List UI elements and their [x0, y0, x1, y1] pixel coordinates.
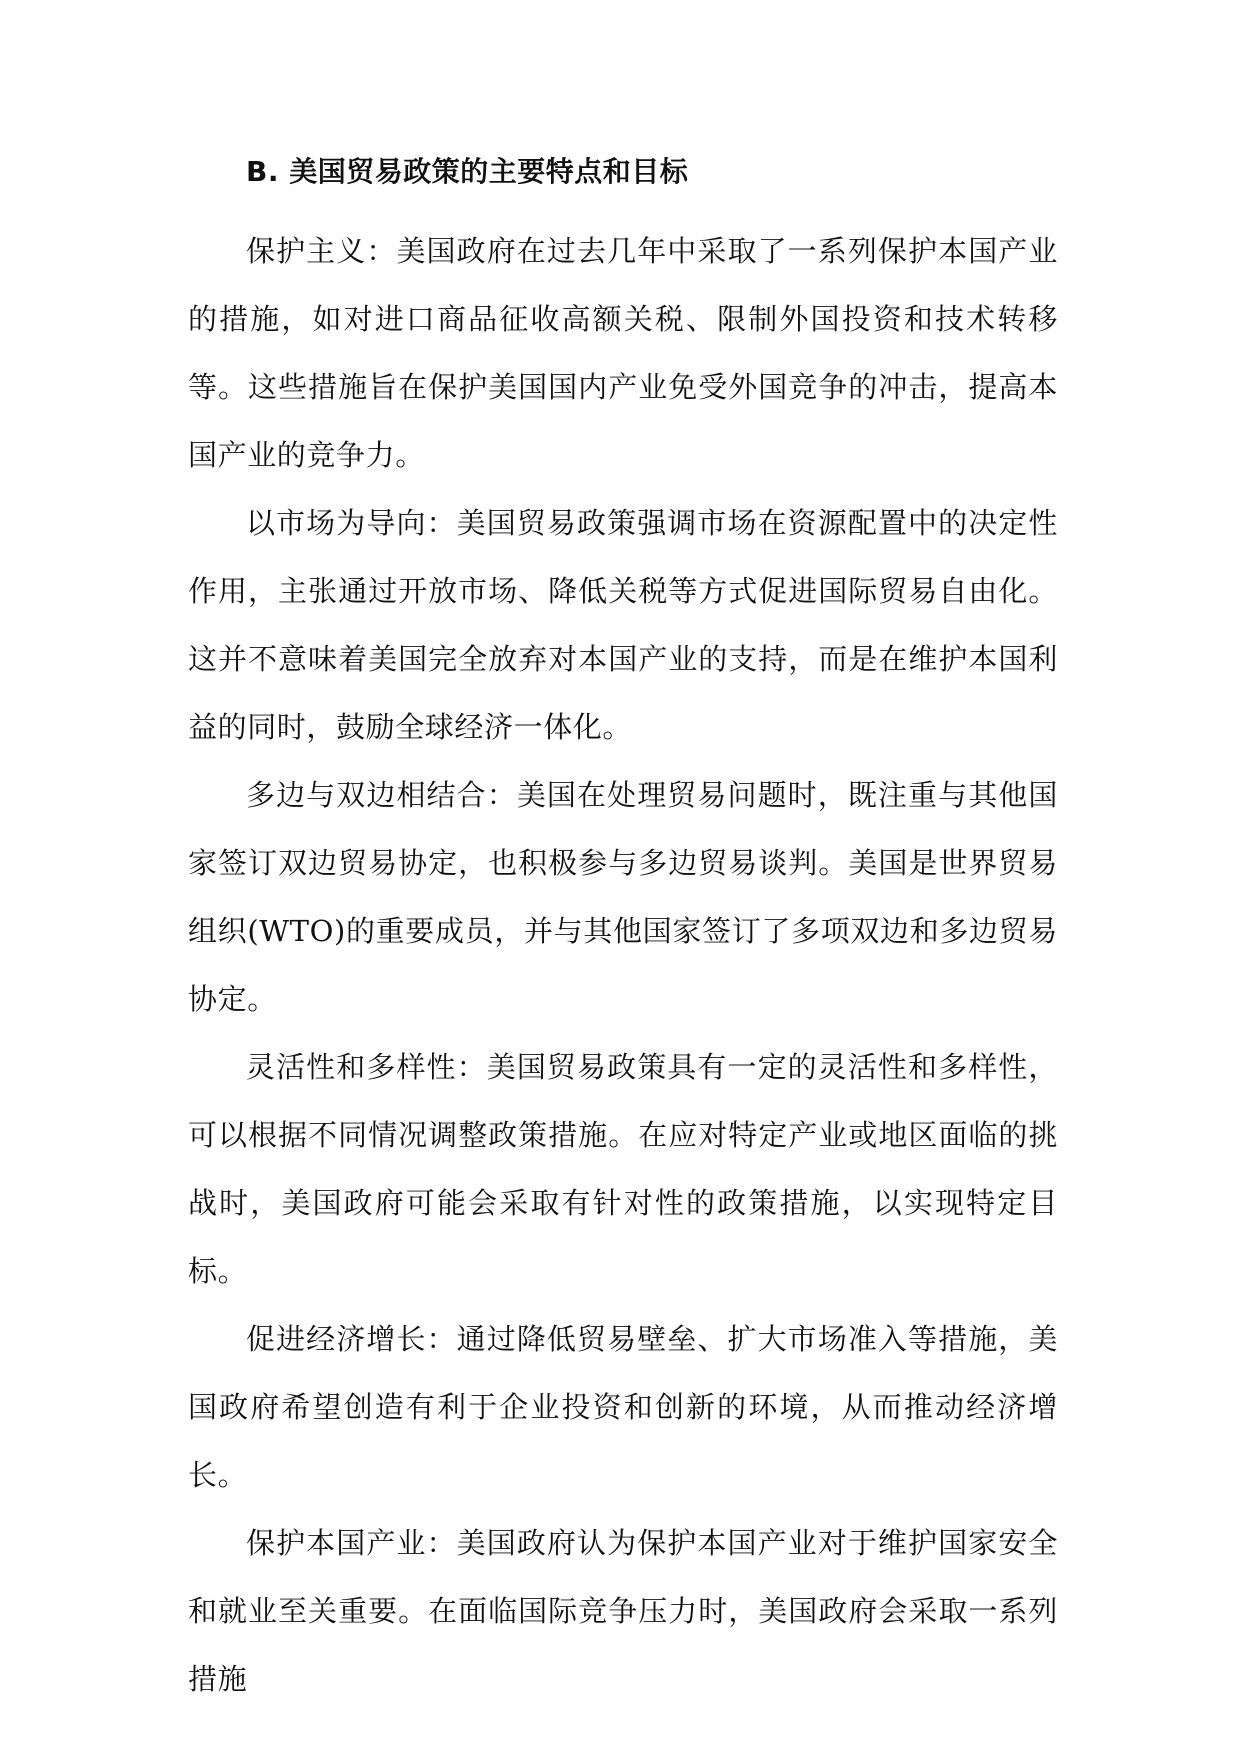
paragraph-multilateral-bilateral: 多边与双边相结合：美国在处理贸易问题时，既注重与其他国家签订双边贸易协定，也积极参与多边贸易谈判。美国是世界贸易组织(WTO)的重要成员，并与其他国家签订了多项双边和多边贸易协定。: [188, 778, 1058, 1016]
document-body: [188, 217, 1058, 1713]
paragraph-protectionism: 保护主义：美国政府在过去几年中采取了一系列保护本国产业的措施，如对进口商品征收高额关税、限制外国投资和技术转移等。这些措施旨在保护美国国内产业免受外国竞争的冲击，提高本国产业的竞争力。: [188, 234, 1058, 472]
paragraph-protect-domestic-industry: 保护本国产业：美国政府认为保护本国产业对于维护国家安全和就业至关重要。在面临国际竞争压力时，美国政府会采取一系列措施: [188, 1526, 1058, 1696]
paragraph-economic-growth: 促进经济增长：通过降低贸易壁垒、扩大市场准入等措施，美国政府希望创造有利于企业投资和创新的环境，从而推动经济增长。: [188, 1322, 1058, 1492]
paragraph-market-oriented: 以市场为导向：美国贸易政策强调市场在资源配置中的决定性作用，主张通过开放市场、降低关税等方式促进国际贸易自由化。这并不意味着美国完全放弃对本国产业的支持，而是在维护本国利益的同时，鼓励全球经济一体化。: [188, 506, 1058, 744]
paragraph-flexibility-diversity: 灵活性和多样性：美国贸易政策具有一定的灵活性和多样性，可以根据不同情况调整政策措施。在应对特定产业或地区面临的挑战时，美国政府可能会采取有针对性的政策措施，以实现特定目标。: [188, 1050, 1058, 1288]
section-heading: B. 美国贸易政策的主要特点和目标: [246, 155, 689, 188]
